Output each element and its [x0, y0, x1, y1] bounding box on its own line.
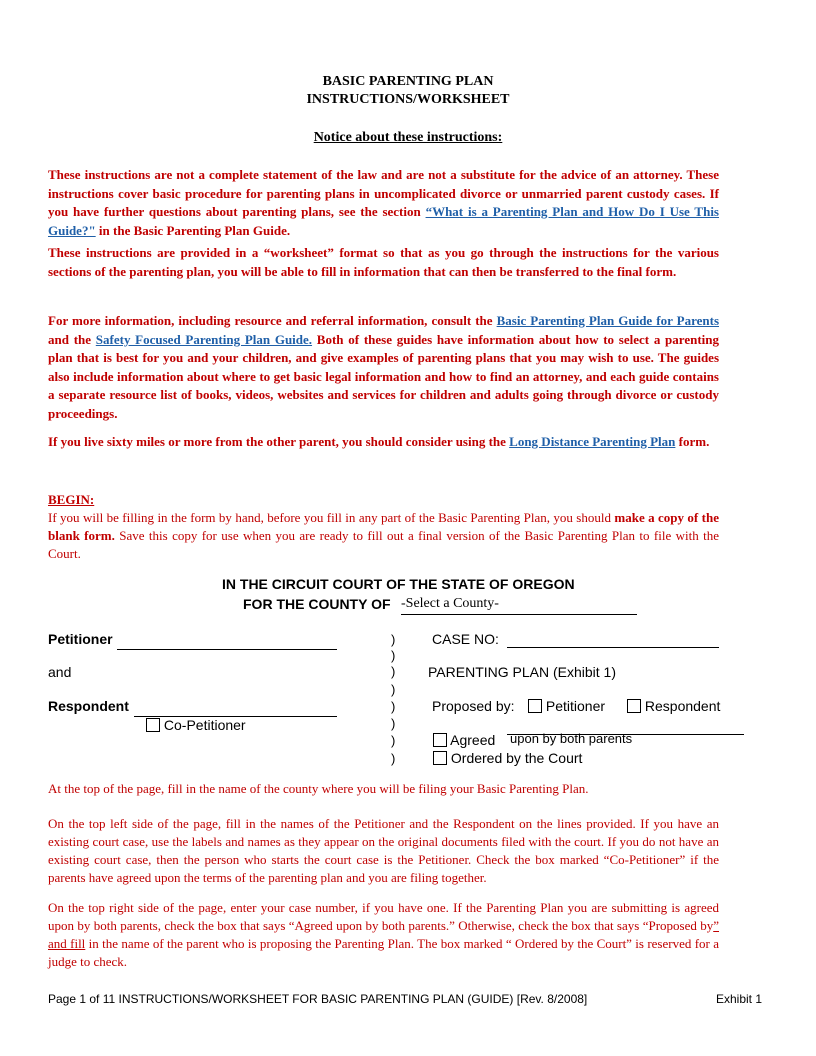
court-heading-line2: FOR THE COUNTY OF — [243, 596, 391, 612]
respondent-name-field[interactable] — [134, 701, 337, 717]
notice-paragraph-1 — [48, 166, 719, 240]
begin-text-bold: make a copy of the blank form. — [48, 510, 719, 543]
caption-paren-5: ) — [391, 699, 396, 714]
notice-p1-tail: in the Basic Parenting Plan Guide. — [95, 222, 291, 238]
proposed-respondent-checkbox[interactable] — [627, 699, 641, 713]
instruction-3-text-a: On the top right side of the page, enter your case number, if you have one. If the Parenting Plan you are submitting is agreed upon by both parents, check the box that says “Agreed upon by both parents.” Otherwise, check the box that says “Proposed by — [48, 900, 719, 933]
document-title-line2: INSTRUCTIONS/WORKSHEET — [306, 92, 510, 107]
caption-paren-2: ) — [391, 648, 396, 663]
notice-p4-tail: form. — [675, 434, 710, 449]
safety-focused-guide-link[interactable]: Safety Focused Parenting Plan Guide. — [95, 331, 313, 347]
begin-heading: BEGIN: — [48, 492, 95, 507]
petitioner-name-field[interactable] — [117, 634, 337, 650]
begin-text-1: If you will be filling in the form by hand, before you fill in any part of the Basic Parenting Plan, you should — [48, 510, 615, 525]
parenting-plan-exhibit-title: PARENTING PLAN (Exhibit 1) — [428, 664, 617, 680]
instruction-paragraph-2: On the top left side of the page, fill in the names of the Petitioner and the Respondent on the lines provided. If you have an existing court case, use the labels and names as they appear on the original documents filed with the court. If you do not have an existing court case, then the person who starts the court case is the Petitioner. Check the box marked “Co-Petitioner” if the parents have agreed upon the terms of the parenting plan and you are filing together. — [48, 816, 719, 885]
co-petitioner-label: Co-Petitioner — [163, 717, 246, 733]
notice-p1-text: These instructions are not a complete statement of the law and are not a substitute for the advice of an attorney. These instructions cover basic procedure for parenting plans in uncomplicated divorce or unmarried parent custody cases. If you have further questions about parenting plans, see the section — [48, 167, 719, 219]
court-heading-line1: IN THE CIRCUIT COURT OF THE STATE OF OREGON — [222, 576, 575, 592]
page-footer-left: Page 1 of 11 INSTRUCTIONS/WORKSHEET FOR BASIC PARENTING PLAN (GUIDE) [Rev. 8/2008] — [48, 992, 588, 1006]
agreed-suffix: upon by both parents — [510, 731, 633, 746]
respondent-label: Respondent — [48, 698, 129, 714]
parenting-plan-guide-section-link[interactable]: “What is a Parenting Plan and How Do I Use This Guide?" — [48, 204, 719, 238]
county-select[interactable]: -Select a County- — [401, 596, 637, 615]
caption-paren-4: ) — [391, 682, 396, 697]
notice-p3-tail: Both of these guides have information about how to select a parenting plan that is best for you and your children, and give examples of parenting plans that you may wish to use. The guides also include information about where to get basic legal information and how to find an attorney, and each guide contains a separate resource list of books, videos, websites and services for children and adults going through divorce or custody proceedings. — [48, 331, 719, 421]
instruction-paragraph-1: At the top of the page, fill in the name of the county where you will be filing your Basic Parenting Plan. — [48, 781, 589, 796]
caption-paren-6: ) — [391, 716, 396, 731]
co-petitioner-checkbox[interactable] — [146, 718, 160, 732]
begin-paragraph — [48, 509, 719, 563]
proposed-petitioner-label: Petitioner — [545, 698, 606, 714]
case-no-label: CASE NO: — [432, 631, 499, 647]
caption-paren-3: ) — [391, 664, 396, 679]
caption-paren-8: ) — [391, 751, 396, 766]
ordered-by-court-checkbox[interactable] — [433, 751, 447, 765]
notice-p4-text: If you live sixty miles or more from the other parent, you should consider using the — [48, 434, 510, 449]
caption-paren-7: ) — [391, 733, 396, 748]
agreed-checkbox[interactable] — [433, 733, 447, 747]
caption-paren-1: ) — [391, 632, 396, 647]
basic-parenting-plan-guide-link[interactable]: Basic Parenting Plan Guide for Parents — [496, 313, 719, 328]
instruction-3-text-b: ” and fill — [48, 918, 719, 951]
agreed-option[interactable] — [433, 732, 495, 748]
and-label: and — [48, 664, 72, 680]
notice-paragraph-3 — [48, 312, 719, 423]
begin-text-2: Save this copy for use when you are ready to fill out a final version of the Basic Parenting Plan to file with the Court. — [48, 528, 719, 561]
document-title-line1: BASIC PARENTING PLAN — [322, 74, 494, 89]
co-petitioner-option[interactable] — [146, 717, 246, 733]
notice-heading: Notice about these instructions: — [313, 130, 503, 145]
agreed-label: Agreed — [450, 732, 496, 748]
petitioner-label: Petitioner — [48, 631, 113, 647]
page-footer-exhibit: Exhibit 1 — [716, 992, 763, 1006]
proposed-petitioner-checkbox[interactable] — [528, 699, 542, 713]
long-distance-plan-link[interactable]: Long Distance Parenting Plan — [509, 434, 676, 449]
proposed-petitioner-option[interactable] — [528, 698, 605, 714]
instruction-paragraph-3 — [48, 899, 719, 971]
case-number-field[interactable] — [507, 632, 719, 648]
ordered-by-court-option[interactable] — [433, 750, 582, 766]
proposed-respondent-option[interactable] — [627, 698, 720, 714]
notice-paragraph-4 — [48, 432, 719, 452]
proposed-by-label: Proposed by: — [432, 698, 515, 714]
ordered-by-court-label: Ordered by the Court — [450, 750, 583, 766]
instruction-3-text-c: in the name of the parent who is proposing the Parenting Plan. The box marked “ Ordered by the Court” is reserved for a judge to check. — [48, 936, 719, 969]
notice-p3-mid: and the — [48, 331, 96, 347]
notice-paragraph-2: These instructions are provided in a “worksheet” format so that as you go through the instructions for the various sections of the parenting plan, you will be able to fill in information that can then be transferred to the final form. — [48, 245, 719, 279]
notice-p3-text: For more information, including resource and referral information, consult the — [48, 313, 497, 328]
proposed-respondent-label: Respondent — [644, 698, 721, 714]
